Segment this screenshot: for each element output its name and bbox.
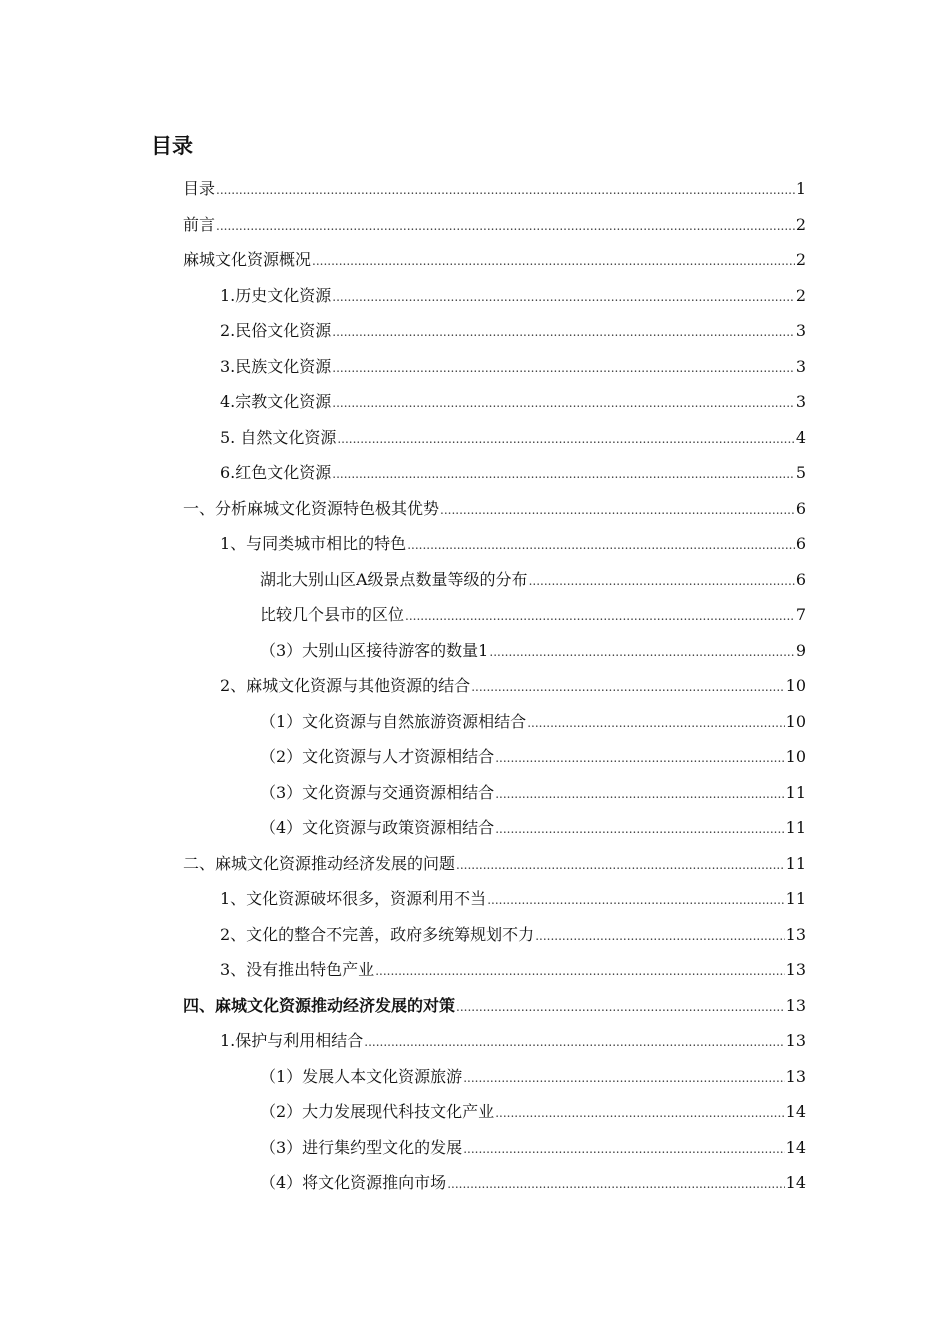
toc-entry-page: 6 <box>795 534 806 553</box>
toc-entry-page: 2 <box>795 214 806 234</box>
toc-dot-leader <box>447 1167 784 1203</box>
toc-entry[interactable] <box>183 562 806 598</box>
toc-entry-title: 四、麻城文化资源推动经济发展的对策 <box>183 995 456 1015</box>
toc-dot-leader <box>471 670 784 706</box>
toc-dot-leader <box>495 1096 784 1132</box>
toc-dot-leader <box>216 209 795 245</box>
toc-entry[interactable] <box>183 384 806 420</box>
toc-entry-title: 1.历史文化资源 <box>220 285 332 305</box>
toc-entry-page: 13 <box>785 1031 806 1050</box>
toc-entry-title: （3）大别山区接待游客的数量1 <box>260 640 489 660</box>
toc-dot-leader <box>463 1061 784 1097</box>
toc-entry-page: 11 <box>785 818 806 837</box>
toc-entry[interactable] <box>183 704 806 740</box>
toc-entry-title: 2.民俗文化资源 <box>220 321 332 340</box>
toc-entry-title: （3）进行集约型文化的发展 <box>260 1137 463 1157</box>
toc-entry[interactable] <box>183 491 806 527</box>
toc-entry-page: 6 <box>795 569 806 589</box>
toc-dot-leader <box>535 919 784 955</box>
toc-entry-title: 3.民族文化资源 <box>220 356 332 376</box>
toc-entry-page: 11 <box>785 853 806 873</box>
toc-entry[interactable] <box>183 810 806 846</box>
toc-entry-title: 目录 <box>183 179 216 198</box>
toc-entry-page: 14 <box>785 1173 806 1192</box>
toc-dot-leader <box>337 422 794 458</box>
toc-entry-page: 3 <box>795 321 806 340</box>
toc-dot-leader <box>529 564 795 600</box>
toc-entry[interactable] <box>183 526 806 562</box>
toc-heading: 目录 <box>151 134 193 158</box>
toc-entry[interactable] <box>183 952 806 988</box>
toc-entry[interactable] <box>183 1165 806 1201</box>
toc-dot-leader <box>407 528 795 564</box>
toc-dot-leader <box>216 173 795 209</box>
toc-entry[interactable] <box>183 739 806 775</box>
toc-entry-page: 13 <box>785 995 806 1015</box>
toc-dot-leader <box>332 280 795 316</box>
toc-entry-title: 4.宗教文化资源 <box>220 392 332 411</box>
toc-dot-leader <box>456 990 785 1026</box>
toc-dot-leader <box>332 457 795 493</box>
toc-dot-leader <box>495 741 784 777</box>
toc-entry-title: 比较几个县市的区位 <box>260 605 405 624</box>
toc-entry[interactable] <box>183 455 806 491</box>
toc-entry[interactable] <box>183 597 806 633</box>
toc-entry-page: 4 <box>795 427 806 447</box>
toc-entry-title: 5. 自然文化资源 <box>220 427 337 447</box>
toc-entry-title: 3、没有推出特色产业 <box>220 960 375 979</box>
toc-entry-title: （1）文化资源与自然旅游资源相结合 <box>260 711 527 731</box>
toc-dot-leader <box>364 1025 784 1061</box>
toc-entry[interactable] <box>183 633 806 669</box>
toc-entry-page: 13 <box>785 1066 806 1086</box>
toc-entry[interactable] <box>183 420 806 456</box>
toc-entry-page: 14 <box>785 1102 806 1121</box>
toc-dot-leader <box>495 812 784 848</box>
toc-entry-page: 9 <box>795 640 806 660</box>
toc-entry-page: 3 <box>795 392 806 411</box>
toc-entry-title: 一、分析麻城文化资源特色极其优势 <box>183 498 440 518</box>
toc-entry-title: 2、麻城文化资源与其他资源的结合 <box>220 676 471 695</box>
toc-entry[interactable] <box>183 242 806 278</box>
toc-entry-page: 2 <box>795 250 806 269</box>
toc-entry[interactable] <box>183 846 806 882</box>
toc-dot-leader <box>456 848 785 884</box>
toc-entry-page: 7 <box>795 605 806 624</box>
toc-entry-title: （3）文化资源与交通资源相结合 <box>260 782 495 802</box>
toc-entry-page: 3 <box>795 356 806 376</box>
toc-entry-title: 1、文化资源破坏很多，资源利用不当 <box>220 889 487 908</box>
toc-entry-title: 1、与同类城市相比的特色 <box>220 534 407 553</box>
toc-entry-page: 13 <box>785 924 806 944</box>
toc-entry[interactable] <box>183 881 806 917</box>
toc-entry[interactable] <box>183 349 806 385</box>
toc-dot-leader <box>489 635 794 671</box>
toc-entry-page: 10 <box>785 747 806 766</box>
toc-dot-leader <box>375 954 784 990</box>
toc-list <box>183 171 806 1201</box>
toc-dot-leader <box>332 351 795 387</box>
toc-entry-page: 2 <box>795 285 806 305</box>
toc-entry-page: 10 <box>785 711 806 731</box>
toc-entry-page: 14 <box>785 1137 806 1157</box>
toc-entry[interactable] <box>183 313 806 349</box>
toc-entry-title: 1.保护与利用相结合 <box>220 1031 364 1050</box>
toc-entry-page: 6 <box>795 498 806 518</box>
toc-dot-leader <box>463 1132 784 1168</box>
toc-dot-leader <box>405 599 795 635</box>
toc-entry-title: 麻城文化资源概况 <box>183 250 312 269</box>
toc-dot-leader <box>312 244 795 280</box>
toc-entry-title: （2）大力发展现代科技文化产业 <box>260 1102 495 1121</box>
toc-entry-page: 11 <box>785 782 806 802</box>
toc-dot-leader <box>332 315 795 351</box>
toc-entry[interactable] <box>183 278 806 314</box>
toc-entry-page: 10 <box>785 676 806 695</box>
toc-entry[interactable] <box>183 775 806 811</box>
toc-entry[interactable] <box>183 207 806 243</box>
toc-entry[interactable] <box>183 917 806 953</box>
toc-entry-title: 2、文化的整合不完善，政府多统筹规划不力 <box>220 924 535 944</box>
toc-entry-page: 13 <box>785 960 806 979</box>
toc-entry-title: 6.红色文化资源 <box>220 463 332 482</box>
toc-entry-page: 5 <box>795 463 806 482</box>
toc-dot-leader <box>487 883 784 919</box>
toc-entry-page: 11 <box>785 889 806 908</box>
toc-entry-title: （4）将文化资源推向市场 <box>260 1173 447 1192</box>
toc-entry[interactable] <box>183 171 806 207</box>
toc-entry[interactable] <box>183 1023 806 1059</box>
toc-entry-title: （1）发展人本文化资源旅游 <box>260 1066 463 1086</box>
toc-dot-leader <box>332 386 795 422</box>
toc-dot-leader <box>495 777 784 813</box>
toc-entry[interactable] <box>183 1094 806 1130</box>
toc-entry[interactable] <box>183 988 806 1024</box>
toc-entry-title: 前言 <box>183 214 216 234</box>
toc-entry-page: 1 <box>795 179 806 198</box>
toc-dot-leader <box>527 706 784 742</box>
toc-entry[interactable] <box>183 1130 806 1166</box>
toc-entry-title: 湖北大别山区A级景点数量等级的分布 <box>260 569 528 589</box>
toc-dot-leader <box>440 493 795 529</box>
toc-entry-title: 二、麻城文化资源推动经济发展的问题 <box>183 853 456 873</box>
toc-entry-title: （4）文化资源与政策资源相结合 <box>260 818 495 837</box>
toc-entry-title: （2）文化资源与人才资源相结合 <box>260 747 495 766</box>
toc-entry[interactable] <box>183 1059 806 1095</box>
toc-entry[interactable] <box>183 668 806 704</box>
